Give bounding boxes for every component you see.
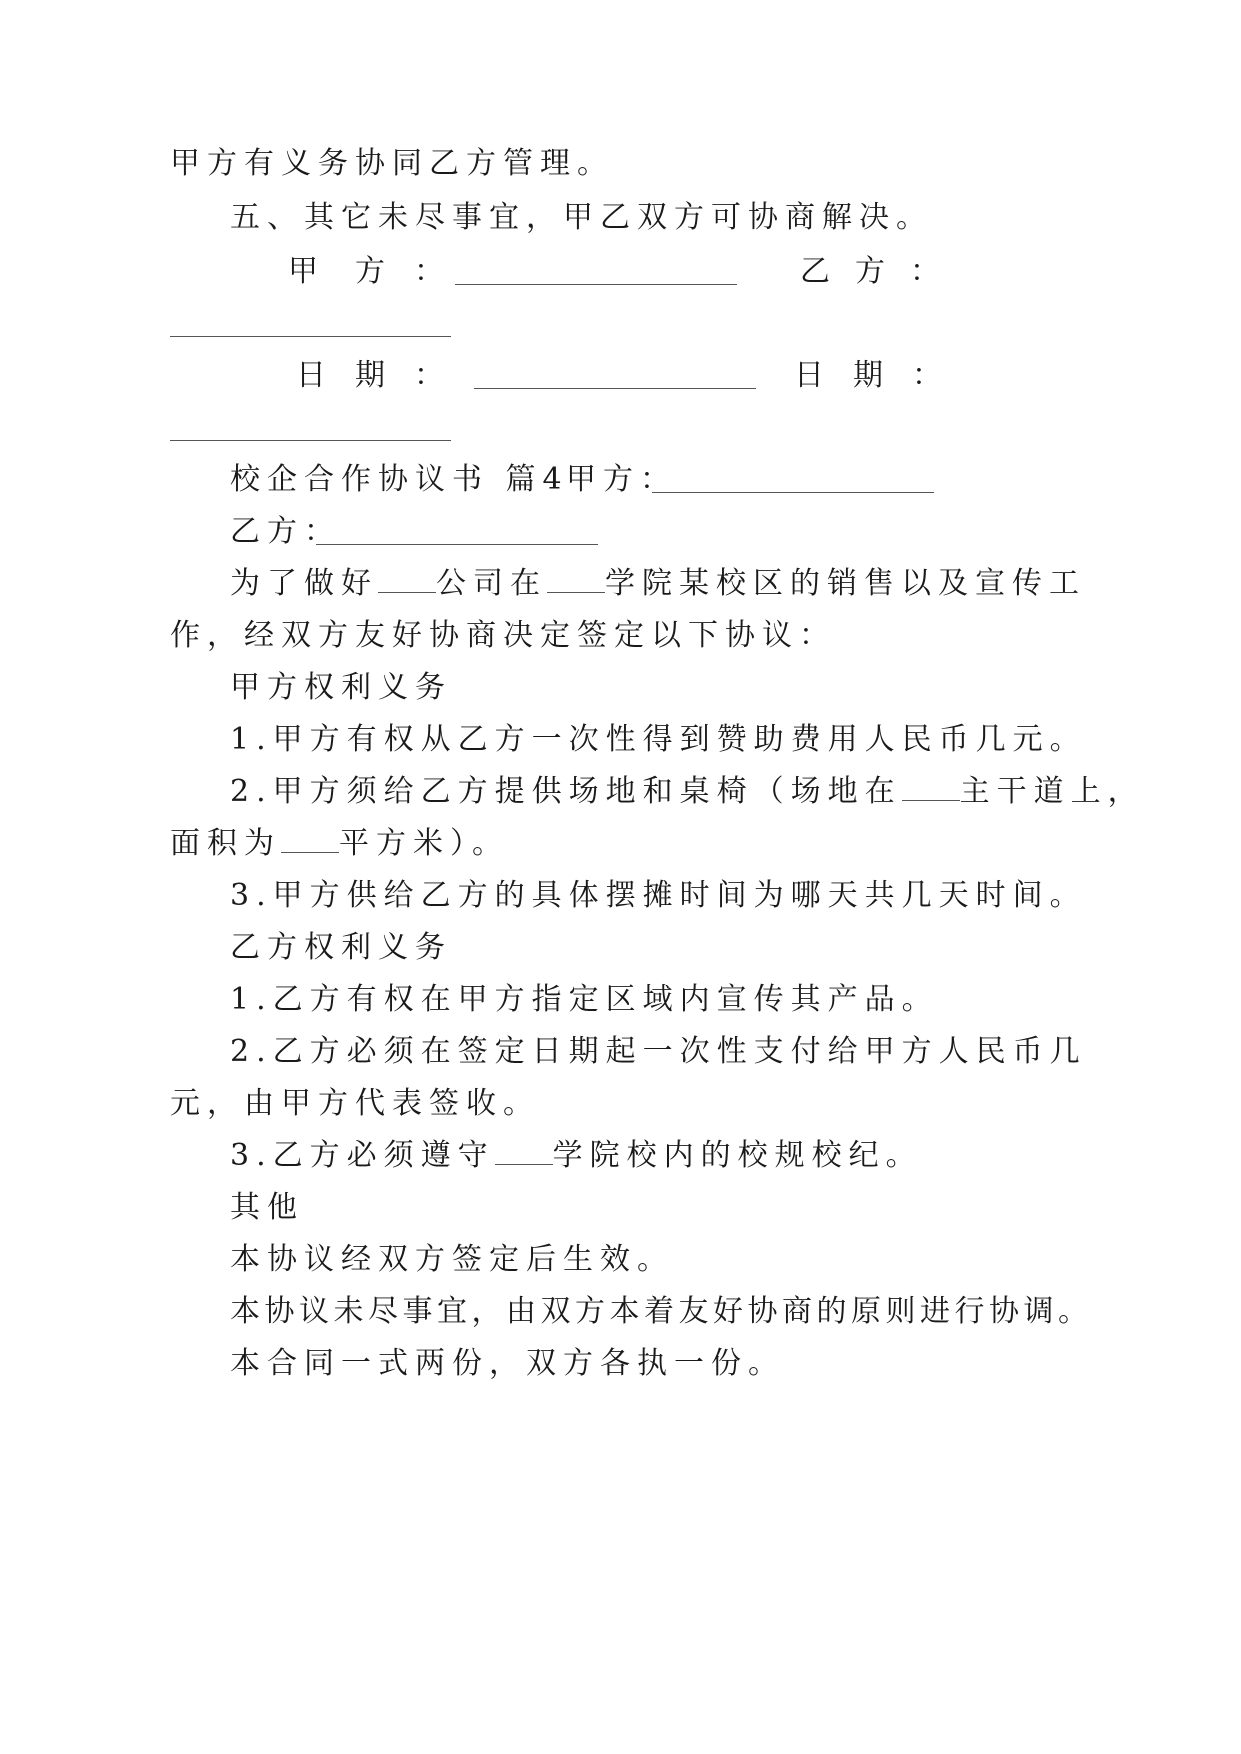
text-span: 为了做好: [230, 566, 378, 601]
party-b-blank: [316, 544, 598, 545]
date-label-party-a: [296, 356, 451, 396]
sig-char: 方: [355, 254, 392, 289]
clause-a2-cont: [170, 824, 509, 864]
heading-party-b-rights: 乙方权利义务: [230, 930, 452, 965]
date-blank-party-b: [170, 440, 451, 441]
fill-blank: [378, 564, 436, 593]
signature-blank-party-a: [455, 284, 737, 285]
sig-char: 甲: [288, 254, 325, 289]
party-a-label: 甲方：: [566, 462, 677, 497]
text-span: 学院某校区的销售以及宣传工: [605, 566, 1086, 601]
text-line: 甲方有义务协同乙方管理。: [170, 146, 614, 181]
sig-char: 方: [855, 254, 892, 289]
clause-c2: 本协议未尽事宜，由双方本着友好协商的原则进行协调。: [230, 1294, 1093, 1329]
date-char: 日: [794, 358, 831, 393]
clause-b2: 2.乙方必须在签定日期起一次性支付给甲方人民币几: [230, 1034, 1087, 1069]
heading-other: 其他: [230, 1190, 304, 1225]
heading-party-a-rights: 甲方权利义务: [230, 670, 452, 705]
clause-b3: [230, 1136, 923, 1176]
text-line: 五、其它未尽事宜，甲乙双方可协商解决。: [230, 200, 933, 235]
date-char: 期: [355, 358, 392, 393]
sig-char: ：: [910, 254, 947, 289]
party-b-label: 乙方：: [230, 514, 341, 549]
date-blank-party-a: [474, 388, 756, 389]
date-char: ：: [414, 358, 451, 393]
date-char: 日: [296, 358, 333, 393]
sig-char: ：: [414, 254, 451, 289]
signature-label-party-a: [288, 252, 451, 292]
fill-blank: [281, 824, 339, 853]
date-label-party-b: [794, 356, 949, 396]
fill-blank: [495, 1136, 553, 1165]
party-a-blank: [652, 492, 934, 493]
text-span: 学院校内的校规校纪。: [552, 1138, 923, 1173]
date-char: 期: [853, 358, 890, 393]
date-char: ：: [912, 358, 949, 393]
sig-char: 乙: [800, 254, 837, 289]
fill-blank: [547, 564, 605, 593]
text-span: 公司在: [436, 566, 547, 601]
paragraph-line: [230, 564, 1086, 604]
paragraph-line: 作，经双方友好协商决定签定以下协议：: [170, 618, 836, 653]
clause-c1: 本协议经双方签定后生效。: [230, 1242, 674, 1277]
text-span: 平方米）。: [339, 826, 509, 861]
clause-a1: 1.甲方有权从乙方一次性得到赞助费用人民币几元。: [230, 722, 1087, 757]
clause-a3: 3.甲方供给乙方的具体摆摊时间为哪天共几天时间。: [230, 878, 1087, 913]
signature-label-party-b: [800, 252, 947, 292]
text-span: 面积为: [170, 826, 281, 861]
text-span: 主干道上，: [959, 774, 1145, 809]
text-span: 2.甲方须给乙方提供场地和桌椅（场地在: [230, 774, 902, 809]
section-title: 校企合作协议书 篇4: [230, 462, 569, 497]
clause-a2: [230, 772, 1145, 812]
signature-blank-party-b: [170, 336, 451, 337]
clause-b2-cont: 元，由甲方代表签收。: [170, 1086, 540, 1121]
text-span: 3.乙方必须遵守: [230, 1138, 495, 1173]
clause-c3: 本合同一式两份，双方各执一份。: [230, 1346, 785, 1381]
clause-b1: 1.乙方有权在甲方指定区域内宣传其产品。: [230, 982, 939, 1017]
fill-blank: [902, 772, 960, 801]
